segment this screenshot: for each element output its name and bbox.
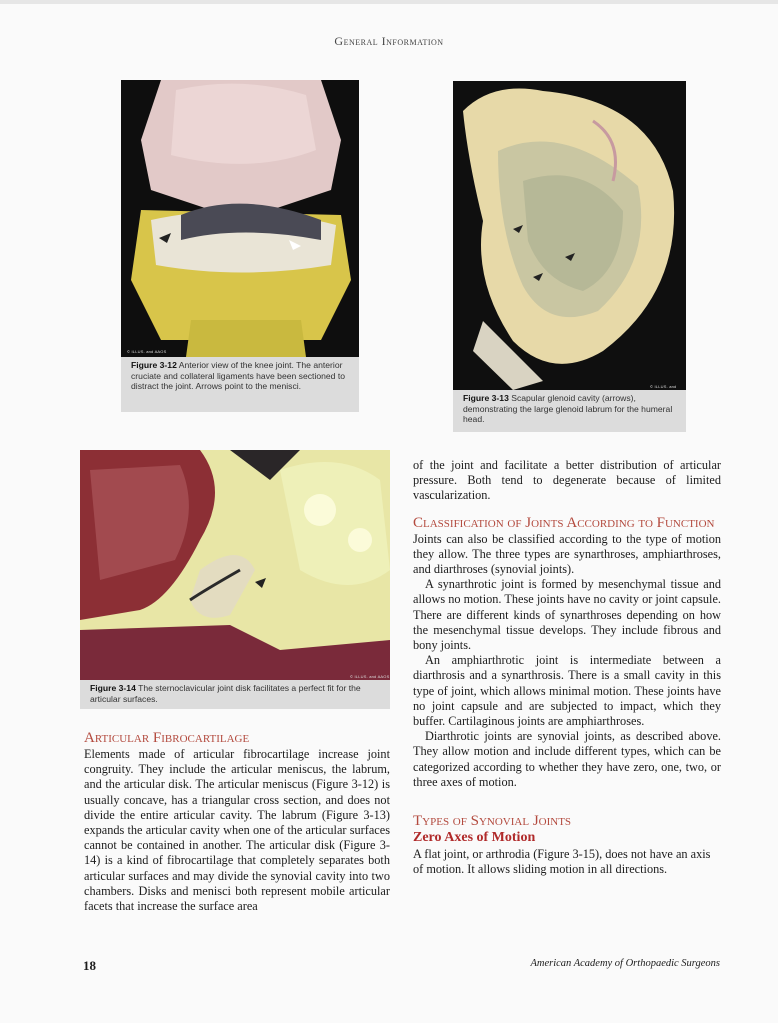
- top-border: [0, 0, 778, 4]
- body-paragraph: A flat joint, or arthrodia (Figure 3-15), does not have an axis of motion. It allows sliding motion in all directions.: [413, 847, 711, 877]
- body-paragraph: Elements made of articular fibrocartilage increase joint congruity. They include the articular meniscus, the labrum, and the articular disk. The articular meniscus (Figure 3-12) is usually concave, has a triangular cross section, and does not divide the entire articular cavity. The labrum (Figure 3-13) expands the articular cavity when one of the articular surfaces cannot be contained in another. The articular disk (Figure 3-14) is a kind of fibrocartilage that completely separates both articular surfaces and may divide the synovial cavity into two chambers. Disks and menisci both represent mobile articular facets that increase the surface area: [84, 747, 390, 914]
- section-heading-synovial-joints: Types of Synovial Joints: [413, 813, 572, 830]
- photo-credit: © ILLUS. and AAOS: [350, 674, 390, 679]
- photo-credit: © ILLUS. and AAOS: [127, 349, 167, 354]
- body-paragraph: Joints can also be classified according to the type of motion they allow. The three types are synarthroses, amphiarthroses, and diarthroses (synovial joints).: [413, 531, 721, 577]
- knee-joint-photo: [121, 80, 359, 357]
- section-heading-classification: Classification of Joints According to Function: [413, 514, 715, 531]
- page-number: 18: [83, 958, 96, 973]
- glenoid-cavity-photo: [453, 81, 686, 390]
- left-column: [84, 731, 390, 914]
- body-paragraph: Diarthrotic joints are synovial joints, as described above. They allow motion and include different types, which can be categorized according to whether they have zero, one, two, or three axes of motion.: [413, 729, 721, 789]
- figure-caption-text: Scapular glenoid cavity (arrows), demonstrating the large glenoid labrum for the humeral head.: [463, 393, 673, 425]
- figure-label: Figure 3-14: [90, 683, 136, 693]
- continued-paragraph: of the joint and facilitate a better distribution of articular pressure. Both tend to degenerate because of limited vascularization.: [413, 458, 721, 503]
- photo-credit: © ILLUS. and: [650, 384, 677, 389]
- body-paragraph: An amphiarthrotic joint is intermediate between a diarthrosis and a synarthrosis. There is a small cavity in this type of joint, which allows minimal motion. These joints have no joint capsule and are subjected to impact, which they buffer. Cartilaginous joints are amphiarthroses.: [413, 653, 721, 729]
- section-heading-articular-fibrocartilage: Articular Fibrocartilage: [84, 730, 250, 746]
- figure-3-14-caption: [80, 680, 390, 709]
- sternoclavicular-photo: [80, 450, 390, 680]
- figure-caption-text: The sternoclavicular joint disk facilitates a perfect fit for the articular surfaces.: [90, 683, 361, 704]
- body-paragraph: A synarthrotic joint is formed by mesenchymal tissue and allows no motion. These joints have no cavity or joint capsule. There are different kinds of synarthroses depending on how the mesenchymal tissue develops. They include fibrous and bony joints.: [413, 577, 721, 653]
- right-column: [413, 458, 721, 877]
- figure-3-13-caption: [453, 390, 686, 432]
- figure-caption-text: Anterior view of the knee joint. The anterior cruciate and collateral ligaments have been sectioned to distract the joint. Arrows point to the menisci.: [131, 360, 346, 392]
- figure-3-12-caption: [121, 357, 359, 412]
- figure-label: Figure 3-13: [463, 393, 509, 403]
- publisher-footer: American Academy of Orthopaedic Surgeons: [530, 958, 720, 969]
- figure-label: Figure 3-12: [131, 360, 177, 370]
- subheading-zero-axes: Zero Axes of Motion: [413, 830, 536, 846]
- running-header: General Information: [334, 34, 444, 48]
